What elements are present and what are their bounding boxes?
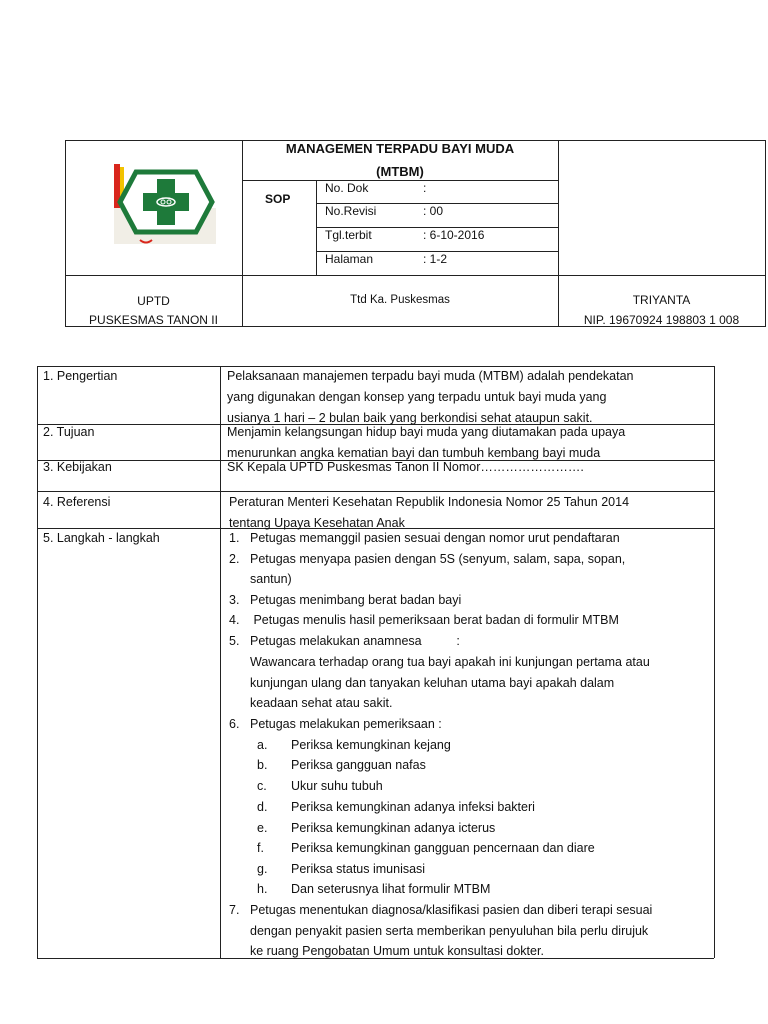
- meta-value-no-dok: :: [423, 181, 427, 195]
- tujuan-line: menurunkan angka kematian bayi dan tumbuh kembang bayi muda: [227, 446, 601, 460]
- meta-label-tgl-terbit: Tgl.terbit: [325, 228, 372, 242]
- substep-letter: g.: [257, 862, 268, 876]
- meta-label-halaman: Halaman: [325, 252, 374, 266]
- section-label-tujuan: 2. Tujuan: [43, 425, 95, 439]
- pengertian-line: Pelaksanaan manajemen terpadu bayi muda (MTBM) adalah pendekatan: [227, 369, 634, 383]
- pengertian-line: yang digunakan dengan konsep yang terpadu untuk bayi muda yang: [227, 390, 607, 404]
- substep-text: Periksa gangguan nafas: [291, 758, 426, 772]
- step-number: 4.: [229, 613, 240, 627]
- step-text: Petugas melakukan pemeriksaan :: [250, 717, 442, 731]
- step-text: keadaan sehat atau sakit.: [250, 696, 393, 710]
- step-text: dengan penyakit pasien serta memberikan penyuluhan bila perlu dirujuk: [250, 924, 649, 938]
- step-text: Petugas menulis hasil pemeriksaan berat badan di formulir MTBM: [250, 613, 619, 627]
- substep-letter: b.: [257, 758, 268, 772]
- step-text: kunjungan ulang dan tanyakan keluhan utama bayi apakah dalam: [250, 676, 615, 690]
- step-text: Petugas memanggil pasien sesuai dengan nomor urut pendaftaran: [250, 531, 620, 545]
- substep-text: Periksa kemungkinan gangguan pencernaan dan diare: [291, 841, 595, 855]
- step-number: 5.: [229, 634, 240, 648]
- meta-label-no-dok: No. Dok: [325, 181, 369, 195]
- substep-letter: d.: [257, 800, 268, 814]
- meta-label-no-revisi: No.Revisi: [325, 204, 377, 218]
- section-label-referensi: 4. Referensi: [43, 495, 111, 509]
- step-text: ke ruang Pengobatan Umum untuk konsultasi dokter.: [250, 944, 544, 958]
- step-text: Petugas melakukan anamnesa :: [250, 634, 460, 648]
- step-number: 6.: [229, 717, 240, 731]
- step-text: Petugas menimbang berat badan bayi: [250, 593, 462, 607]
- substep-letter: f.: [257, 841, 264, 855]
- org-name-line1: UPTD: [137, 294, 170, 308]
- step-text: santun): [250, 572, 292, 586]
- puskesmas-logo: [114, 164, 216, 244]
- section-label-kebijakan: 3. Kebijakan: [43, 460, 112, 474]
- step-text: Petugas menyapa pasien dengan 5S (senyum, salam, sapa, sopan,: [250, 552, 626, 566]
- substep-letter: a.: [257, 738, 268, 752]
- kebijakan-line: SK Kepala UPTD Puskesmas Tanon II Nomor…………………….: [227, 460, 584, 474]
- referensi-line: tentang Upaya Kesehatan Anak: [229, 516, 405, 530]
- step-number: 7.: [229, 903, 240, 917]
- substep-letter: e.: [257, 821, 268, 835]
- meta-value-no-revisi: : 00: [423, 204, 444, 218]
- signer-name: TRIYANTA: [632, 293, 691, 307]
- step-number: 3.: [229, 593, 240, 607]
- signature-label: Ttd Ka. Puskesmas: [350, 294, 450, 306]
- substep-letter: c.: [257, 779, 267, 793]
- step-number: 2.: [229, 552, 240, 566]
- section-label-pengertian: 1. Pengertian: [43, 369, 118, 383]
- referensi-line: Peraturan Menteri Kesehatan Republik Indonesia Nomor 25 Tahun 2014: [229, 495, 630, 509]
- section-label-langkah: 5. Langkah - langkah: [43, 531, 160, 545]
- sop-label: SOP: [265, 192, 291, 206]
- step-text: Petugas menentukan diagnosa/klasifikasi pasien dan diberi terapi sesuai: [250, 903, 653, 917]
- substep-text: Dan seterusnya lihat formulir MTBM: [291, 882, 491, 896]
- substep-text: Periksa kemungkinan adanya infeksi bakteri: [291, 800, 535, 814]
- pengertian-line: usianya 1 hari – 2 bulan baik yang berkondisi sehat ataupun sakit.: [227, 411, 593, 425]
- tujuan-line: Menjamin kelangsungan hidup bayi muda yang diutamakan pada upaya: [227, 425, 626, 439]
- step-text: Wawancara terhadap orang tua bayi apakah ini kunjungan pertama atau: [250, 655, 650, 669]
- signer-nip: NIP. 19670924 198803 1 008: [583, 313, 740, 327]
- org-name-line2: PUSKESMAS TANON II: [89, 313, 218, 327]
- substep-text: Ukur suhu tubuh: [291, 779, 383, 793]
- substep-text: Periksa kemungkinan adanya icterus: [291, 821, 496, 835]
- meta-value-tgl-terbit: : 6-10-2016: [423, 228, 485, 242]
- document-title-line1: MANAGEMEN TERPADU BAYI MUDA: [285, 141, 515, 156]
- document-title-line2: (MTBM): [376, 164, 424, 179]
- substep-letter: h.: [257, 882, 268, 896]
- step-number: 1.: [229, 531, 240, 545]
- substep-text: Periksa kemungkinan kejang: [291, 738, 451, 752]
- substep-text: Periksa status imunisasi: [291, 862, 426, 876]
- meta-value-halaman: : 1-2: [423, 252, 448, 266]
